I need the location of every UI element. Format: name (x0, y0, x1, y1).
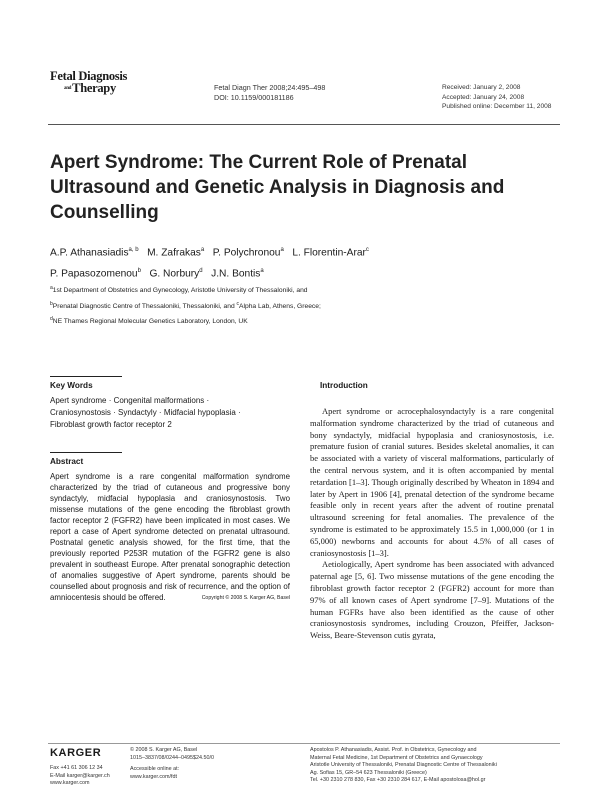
published-date: Published online: December 11, 2008 (442, 103, 552, 111)
affiliation-text: Alpha Lab, Athens, Greece; (239, 302, 321, 310)
affil-mark: b (50, 300, 53, 307)
header-divider (48, 124, 560, 125)
accepted-date: Accepted: January 24, 2008 (442, 93, 525, 101)
publication-info (130, 747, 214, 781)
keywords-rule (50, 376, 122, 377)
author-affil-mark: a (280, 247, 284, 253)
affil-mark: c (236, 300, 240, 307)
affil-mark: d (50, 316, 53, 323)
author-affil-mark: b (137, 268, 141, 275)
keywords-line: Apert syndrome · Congenital malformations · (50, 396, 210, 405)
publisher-logo: KARGER (50, 747, 102, 759)
dates-block (442, 83, 551, 112)
introduction-heading: Introduction (320, 381, 368, 390)
publisher-contact (50, 765, 110, 788)
journal-logo-line1: Fetal Diagnosis (50, 69, 128, 83)
keywords-heading: Key Words (50, 381, 93, 390)
journal-logo-and: and (64, 86, 72, 92)
publisher-web[interactable]: www.karger.com (50, 780, 90, 787)
citation-ref: Fetal Diagn Ther 2008;24:495–498 (214, 83, 326, 92)
author-name: M. Zafrakas (147, 247, 201, 259)
footer-copyright: © 2008 S. Karger AG, Basel (130, 747, 198, 753)
abstract-body (50, 471, 290, 604)
author-affil-mark: c (365, 247, 369, 253)
article-title: Apert Syndrome: The Current Role of Prenatal Ultrasound and Genetic Analysis in Diagnosis and Counselling (50, 152, 505, 223)
affiliation-text: NE Thames Regional Molecular Genetics Laboratory, London, UK (52, 318, 248, 326)
author-name: A.P. Athanasiadis (50, 247, 129, 259)
affiliation-line (50, 313, 570, 329)
author-list (50, 241, 550, 284)
footer-divider (48, 743, 560, 744)
introduction-paragraph-2: Aetiologically, Apert syndrome has been associated with advanced paternal age [5, 6]. Two missense mutations of the gene encoding the fibroblast growth factor receptor 2 (FGFR2) account for more than 97% of all known cases of Apert syndrome [7–9]. Mutations of the human FGFRs have also been identified as the cause of other craniosynostosis syndromes, including Crouzon, Pfeiffer, Jackson-Weiss, Beare-Stevenson cutis gyrata, (310, 559, 554, 641)
affiliation-line (50, 298, 570, 314)
introduction-paragraph-1: Apert syndrome or acrocephalosyndactyly is a rare congenital malformation syndrome characterized by the triad of cutaneous and bony syndactyly, midfacial hypoplasia and craniosynostosis, i.e. premature fusion of cranial sutures. Besides skeletal anomalies, it can be associated with a variety of visceral malformations, particularly of the central nervous system, and it is often accompanied by mental retardation [1–3]. Though originally described by Wheaton in 1894 and later by Apert in 1906 [4], prenatal detection of the syndrome became feasible only in recent years after the advent of routine prenatal ultrasound screening for fetal anomalies. The prevalence of the syndrome is estimated to be approximately 15.5 in 1,000,000 (or 1 in 65,000) newborns and accounts for about 4.5% of all cases of craniosynostosis [1–3]. (310, 406, 554, 558)
correspondence-line: Maternal Fetal Medicine, 1st Department of Obstetrics and Gynaecology (310, 754, 483, 761)
journal-logo-therapy: Therapy (72, 81, 116, 95)
abstract-copyright: Copyright © 2008 S. Karger AG, Basel (201, 595, 290, 601)
abstract-heading: Abstract (50, 457, 84, 466)
correspondence-line: Apostolos P. Athanasiadis, Assist. Prof. in Obstetrics, Gynecology and (310, 747, 477, 753)
affil-mark: a (50, 285, 53, 291)
footer-access: Accessible online at: (130, 766, 180, 773)
publisher-email[interactable]: E-Mail karger@karger.ch (50, 772, 110, 779)
keywords-line: Fibroblast growth factor receptor 2 (50, 420, 172, 429)
correspondence-line: Aristotle University of Thessaloniki, Prenatal Diagnostic Centre of Thessaloniki (310, 762, 497, 769)
author-name: G. Norbury (149, 268, 200, 280)
author-name: J.N. Bontis (211, 268, 261, 280)
keywords-list (50, 395, 290, 431)
correspondence-line: Ag. Sofias 15, GR–54 623 Thessaloniki (Greece) (310, 769, 427, 776)
introduction-body (310, 406, 554, 642)
author-line-1 (50, 241, 550, 262)
author-affil-mark: a (260, 268, 264, 275)
author-name: P. Polychronou (212, 247, 281, 259)
author-line-2 (50, 262, 550, 283)
author-name: L. Florentin-Arar (292, 247, 366, 259)
correspondence-line: Tel. +30 2310 278 830, Fax +30 2310 284 617, E-Mail apostolosa@hol.gr (310, 777, 486, 784)
received-date: Received: January 2, 2008 (442, 84, 521, 91)
affiliation-text: Prenatal Diagnostic Centre of Thessaloniki, Thessaloniki, and (52, 302, 235, 310)
affiliation-line (50, 282, 570, 298)
author-affil-mark: a (200, 247, 205, 253)
author-affil-mark: d (199, 268, 203, 275)
abstract-rule (50, 452, 122, 453)
journal-logo-line2 (64, 82, 116, 95)
keywords-line: Craniosynostosis · Syndactyly · Midfacial hypoplasia · (50, 408, 241, 417)
citation-block (214, 83, 325, 103)
author-name: P. Papasozomenou (50, 268, 138, 280)
affiliations (50, 282, 570, 329)
author-affil-mark: a, b (128, 247, 139, 253)
correspondence (310, 747, 560, 785)
footer-issn: 1015–3837/08/0244–0495$24.50/0 (130, 754, 214, 761)
abstract-text: Apert syndrome is a rare congenital malformation syndrome characterized by the triad of cutaneous and progressive bony syndactyly, midfacial hypoplasia and craniosynostosis. Two missense mutations of the gene encoding the fibroblast growth factor receptor 2 (FGFR2) have been implicated in most cases. We report a case of Apert syndrome detected on prenatal ultrasound. Postnatal genetic analysis showed, for the first time, that the previously reported P253R mutation of the FGFR2 gene is also prevalent in southeast Europe. After prenatal sonographic detection of anomalies suggestive of Apert syndrome, parents should be counselled about prognosis and risk of recurrence, and the option of amniocentesis should be offered. (50, 472, 290, 602)
citation-doi[interactable]: DOI: 10.1159/000181186 (214, 93, 294, 102)
publisher-fax: Fax +41 61 306 12 34 (50, 765, 103, 771)
affiliation-text: 1st Department of Obstetrics and Gynecology, Aristotle University of Thessaloniki, and (52, 287, 308, 295)
footer-url[interactable]: www.karger.com/fdt (130, 773, 178, 780)
